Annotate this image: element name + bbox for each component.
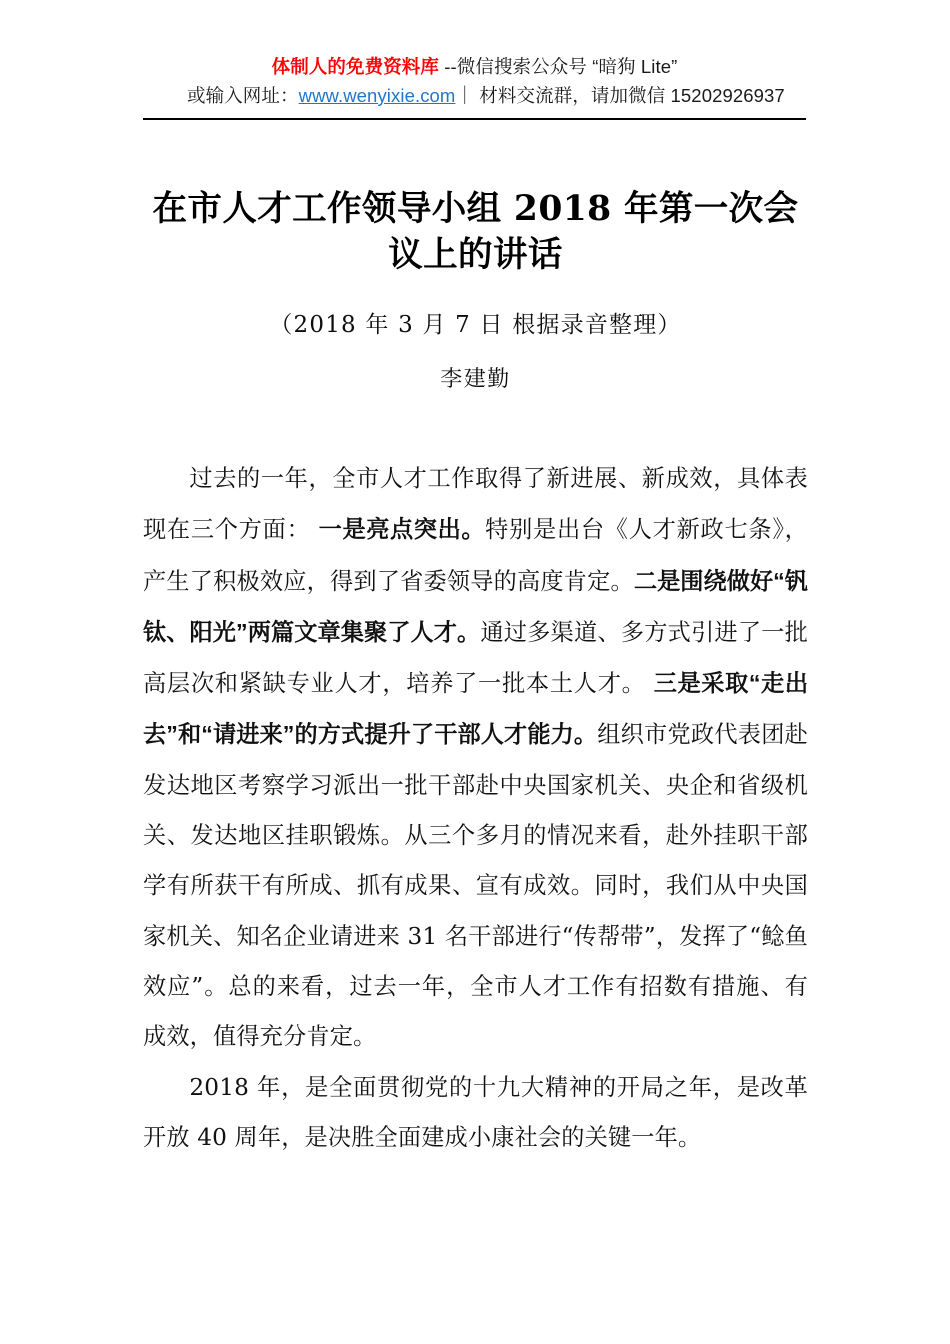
paragraph1-run-7: 组织市党政代表团赴发达地区考察学习派出一批干部赴中央国家机关、央企和省级机关、发达地区挂职锻炼。从三个多月的情况来看，赴外挂职干部学有所获干有所成、抓有成果、宣有成效。同时，我们从中央国家机关、知名企业请进来 31 名干部进行“传帮带”，发挥了“鲶鱼效应”。总的来看，过去一年，全市人才工作有招数有措施、有成效，值得充分肯定。	[143, 721, 808, 1051]
paragraph1-run-1: 过去的一年，全市人才工作取得了新进展、新成效，具体表现在三个方面：	[143, 465, 808, 544]
header-divider-rule	[143, 118, 806, 120]
promo-contact-text: ｜ 材料交流群，请加微信 15202926937	[455, 85, 785, 106]
promo-brand-text: 体制人的免费资料库	[271, 56, 439, 77]
document-content	[143, 186, 808, 1163]
paragraph1-run-3: 特别是出台《人才新政七条》，产生了积极效应，得到了省委领导的高度肯定。	[143, 516, 809, 595]
promo-header	[143, 52, 806, 110]
promo-website-link[interactable]: www.wenyixie.com	[298, 85, 456, 106]
promo-header-line-2	[143, 81, 806, 110]
document-body	[143, 454, 808, 1163]
promo-header-line-1	[143, 52, 806, 81]
document-subtitle-date: （2018 年 3 月 7 日 根据录音整理）	[269, 312, 682, 338]
document-title: 在市人才工作领导小组 2018 年第一次会议上的讲话	[152, 189, 799, 275]
paragraph2-run-1: 2018 年，是全面贯彻党的十九大精神的开局之年，是改革开放 40 周年，是决胜全面建成小康社会的关键一年。	[143, 1073, 808, 1151]
paragraph1-emphasis-1: 一是亮点突出。	[318, 516, 486, 543]
promo-url-prefix-text: 或输入网址：	[187, 85, 299, 106]
body-paragraph-1	[143, 454, 808, 1063]
paragraph1-emphasis-2: 二是围绕做好“钒钛、阳光”两篇文章集聚了人才。	[143, 567, 808, 645]
promo-wechat-text: --微信搜索公众号 “暗狗 Lite”	[439, 56, 678, 77]
paragraph1-emphasis-3: 三是采取“走出去”和“请进来”的方式提升了干部人才能力。	[143, 670, 809, 748]
paragraph1-run-5: 通过多渠道、多方式引进了一批高层次和紧缺专业人才，培养了一批本土人才。	[143, 618, 809, 698]
body-paragraph-2	[143, 1063, 808, 1164]
document-author: 李建勤	[440, 367, 511, 392]
